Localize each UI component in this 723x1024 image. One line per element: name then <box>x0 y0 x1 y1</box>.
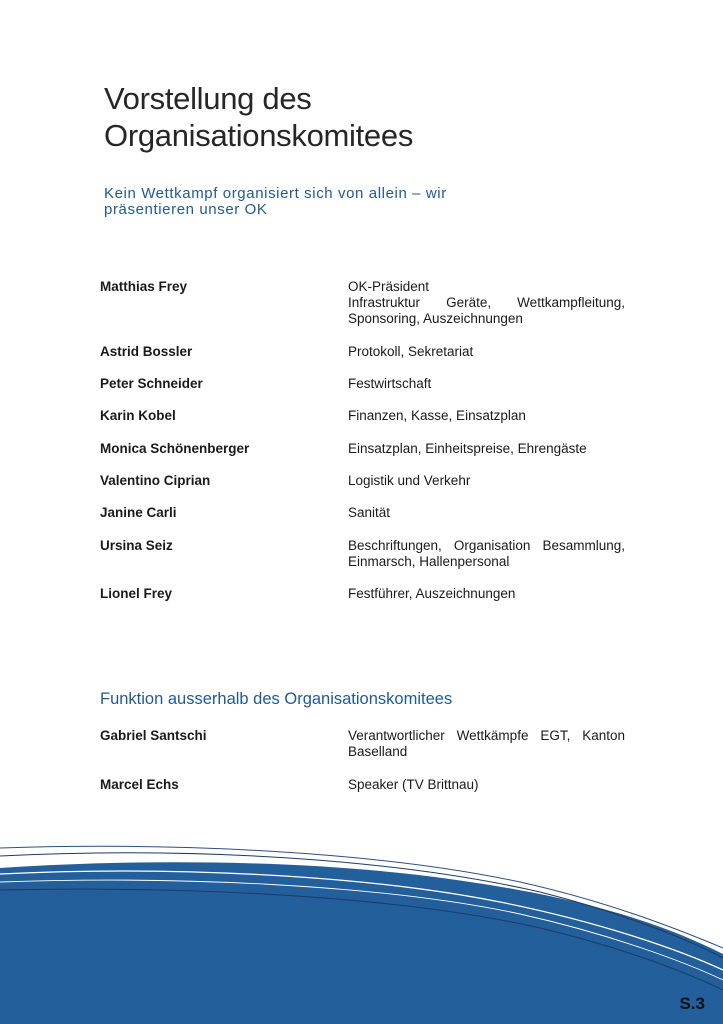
member-role <box>348 376 625 392</box>
member-name: Lionel Frey <box>100 586 173 601</box>
member-role <box>348 728 625 760</box>
member-role <box>348 279 625 327</box>
member-row <box>100 376 625 392</box>
member-row <box>100 344 625 360</box>
page-subtitle <box>104 186 524 218</box>
member-name: Peter Schneider <box>100 376 203 391</box>
member-row <box>100 538 625 570</box>
member-role <box>348 538 625 570</box>
member-row <box>100 777 625 793</box>
member-row <box>100 441 625 457</box>
member-row <box>100 279 625 327</box>
member-role-line: Sponsoring, Auszeichnungen <box>348 311 523 326</box>
committee-member-list <box>100 279 625 602</box>
member-name: Astrid Bossler <box>100 344 193 359</box>
member-row <box>100 473 625 489</box>
member-role-line: Infrastruktur Geräte, Wettkampfleitung, <box>348 295 625 310</box>
footer-wave-fill <box>0 862 723 1024</box>
page-subtitle-line-2: präsentieren unser OK <box>104 201 268 218</box>
member-row <box>100 728 625 760</box>
member-role-line: Einmarsch, Hallenpersonal <box>348 554 510 569</box>
member-role-line: Speaker (TV Brittnau) <box>348 777 479 792</box>
member-role <box>348 777 625 793</box>
member-name: Karin Kobel <box>100 408 176 423</box>
member-role-line: OK-Präsident <box>348 279 430 294</box>
member-role-line: Festwirtschaft <box>348 376 432 391</box>
member-role-line: Verantwortlicher Wettkämpfe EGT, Kanton <box>348 728 625 743</box>
member-role-line: Finanzen, Kasse, Einsatzplan <box>348 408 526 423</box>
member-name: Gabriel Santschi <box>100 728 207 743</box>
member-role-line: Einsatzplan, Einheitspreise, Ehrengäste <box>348 441 587 456</box>
member-role <box>348 408 625 424</box>
member-role <box>348 441 625 457</box>
member-name: Marcel Echs <box>100 777 179 792</box>
member-row <box>100 408 625 424</box>
page-number: S.3 <box>679 994 705 1013</box>
member-role <box>348 473 625 489</box>
member-name: Janine Carli <box>100 505 177 520</box>
member-role <box>348 344 625 360</box>
external-member-list <box>100 728 625 793</box>
section-heading-external: Funktion ausserhalb des Organisationskomitees <box>100 690 453 708</box>
member-name: Valentino Ciprian <box>100 473 211 488</box>
member-row <box>100 586 625 602</box>
member-name: Ursina Seiz <box>100 538 173 553</box>
page-title-line-1: Vorstellung des <box>104 81 312 116</box>
member-role-line: Beschriftungen, Organisation Besammlung, <box>348 538 625 553</box>
footer-wave-graphic <box>0 830 723 1024</box>
member-role <box>348 586 625 602</box>
member-name: Matthias Frey <box>100 279 188 294</box>
member-role-line: Logistik und Verkehr <box>348 473 471 488</box>
member-row <box>100 505 625 521</box>
member-role-line: Protokoll, Sekretariat <box>348 344 474 359</box>
page-title-line-2: Organisationskomitees <box>104 118 414 153</box>
page-title <box>104 80 664 154</box>
member-role <box>348 505 625 521</box>
member-role-line: Sanität <box>348 505 391 520</box>
member-role-line: Baselland <box>348 744 408 759</box>
member-name: Monica Schönenberger <box>100 441 250 456</box>
member-role-line: Festführer, Auszeichnungen <box>348 586 516 601</box>
page-subtitle-line-1: Kein Wettkampf organisiert sich von allein – wir <box>104 185 447 202</box>
